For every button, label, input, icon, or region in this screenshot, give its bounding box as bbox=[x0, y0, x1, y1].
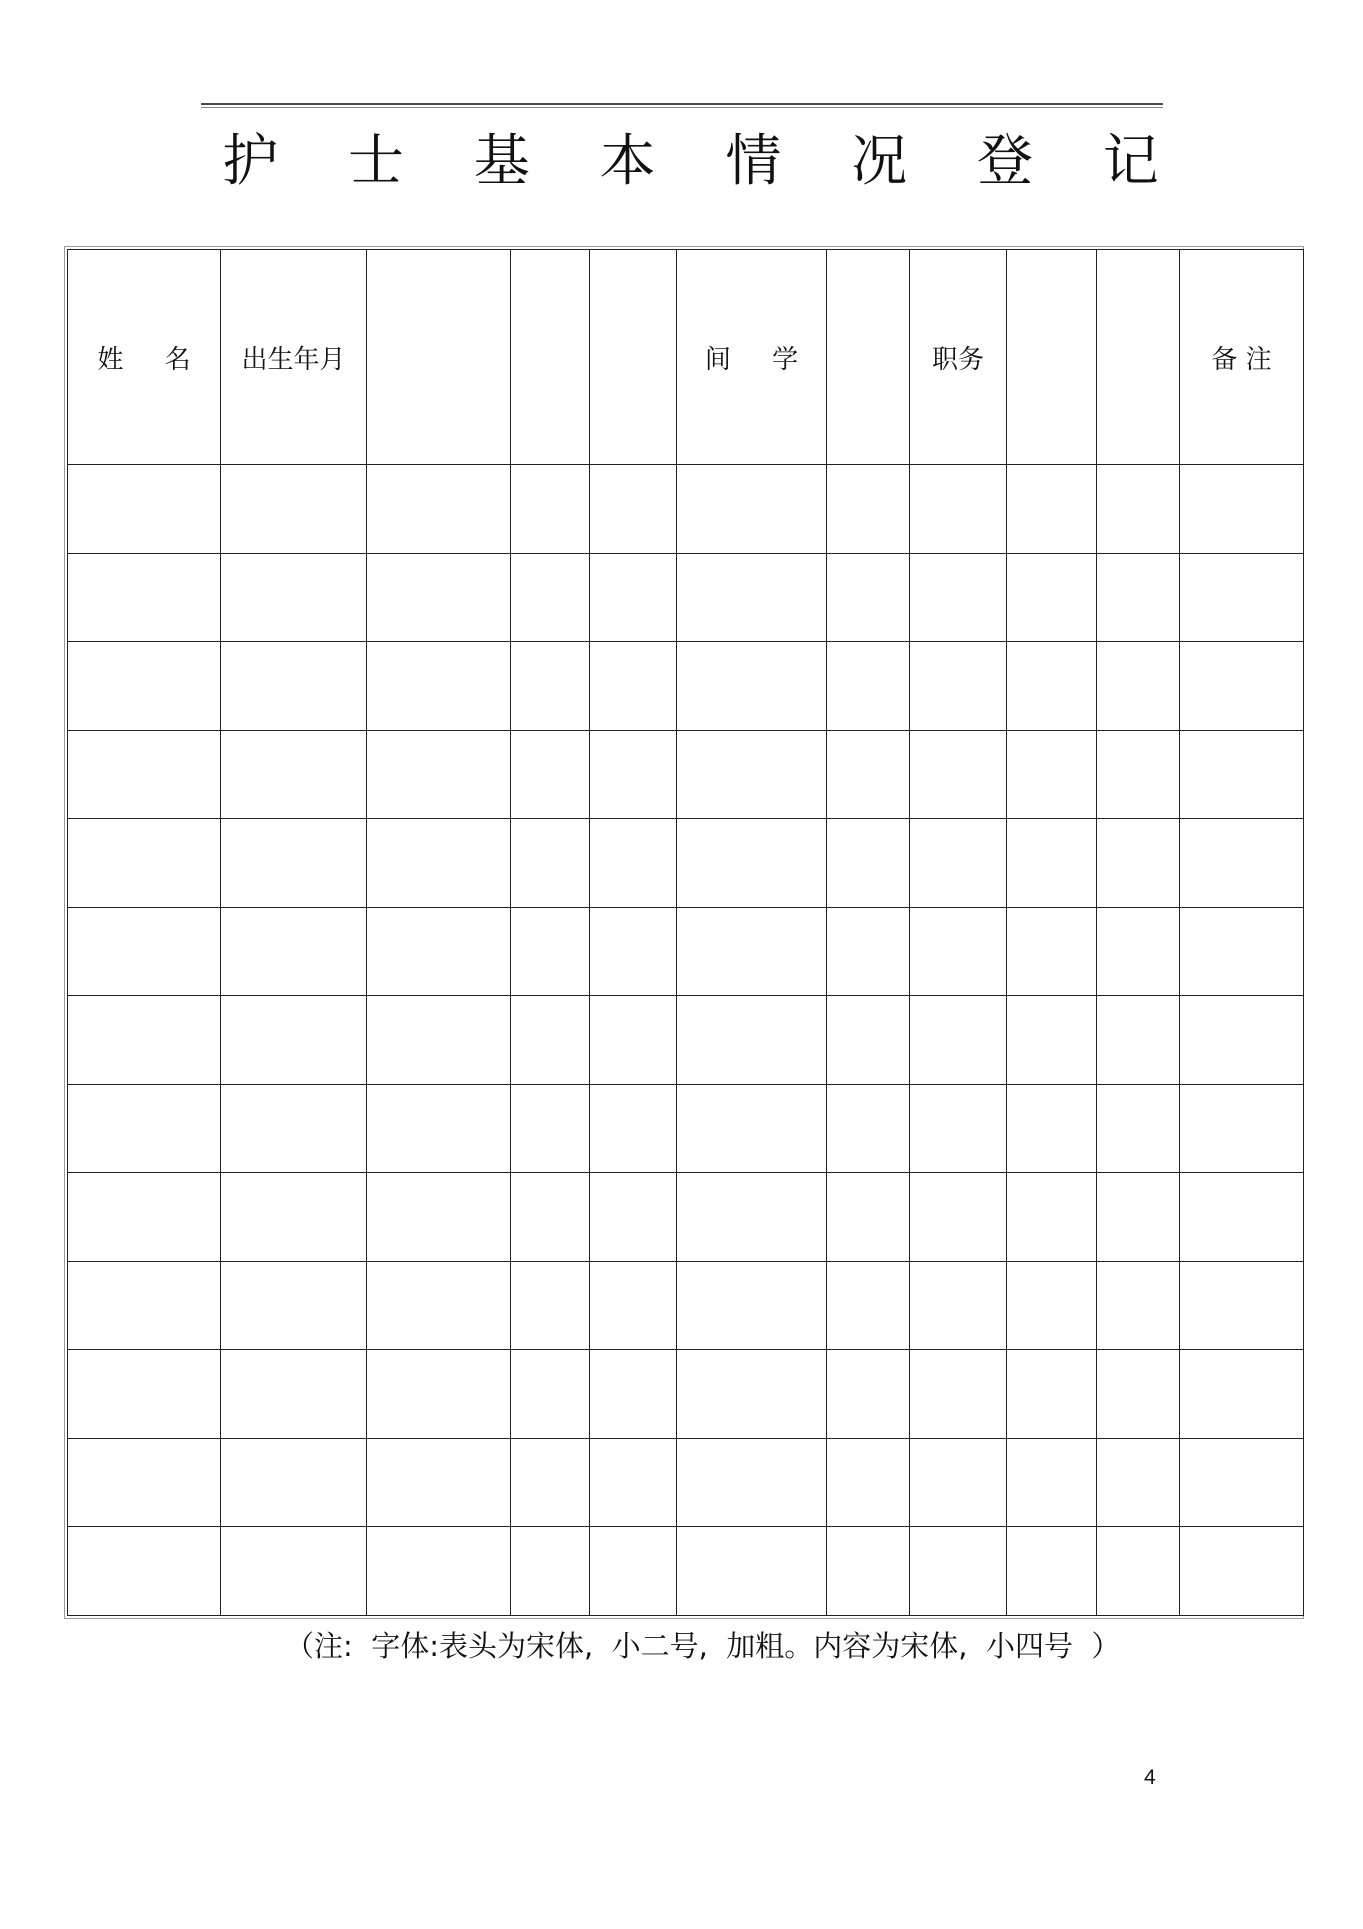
register-table-frame bbox=[64, 246, 1304, 1619]
table-cell[interactable] bbox=[511, 553, 590, 642]
table-cell[interactable] bbox=[221, 1350, 367, 1439]
table-cell[interactable] bbox=[367, 730, 511, 819]
table-cell[interactable] bbox=[677, 553, 827, 642]
table-cell[interactable] bbox=[1097, 730, 1180, 819]
table-cell[interactable] bbox=[1097, 1350, 1180, 1439]
header-cell-7 bbox=[827, 250, 910, 465]
table-cell[interactable] bbox=[910, 465, 1007, 554]
page-number: 4 bbox=[1144, 1766, 1156, 1789]
table-cell[interactable] bbox=[367, 642, 511, 731]
header-cell-birth: 出生年月 bbox=[221, 250, 367, 465]
table-cell[interactable] bbox=[677, 819, 827, 908]
table-cell[interactable] bbox=[827, 996, 910, 1085]
table-cell[interactable] bbox=[1180, 1173, 1304, 1262]
table-cell[interactable] bbox=[511, 1438, 590, 1527]
table-cell[interactable] bbox=[221, 553, 367, 642]
table-cell[interactable] bbox=[68, 1261, 221, 1350]
table-cell[interactable] bbox=[68, 819, 221, 908]
table-cell[interactable] bbox=[677, 465, 827, 554]
table-cell[interactable] bbox=[910, 730, 1007, 819]
table-cell[interactable] bbox=[511, 730, 590, 819]
table-cell[interactable] bbox=[1180, 1350, 1304, 1439]
table-cell[interactable] bbox=[68, 1438, 221, 1527]
table-cell[interactable] bbox=[827, 1438, 910, 1527]
table-cell[interactable] bbox=[590, 642, 677, 731]
table-cell[interactable] bbox=[1180, 465, 1304, 554]
table-cell[interactable] bbox=[827, 465, 910, 554]
table-cell[interactable] bbox=[1097, 553, 1180, 642]
table-cell[interactable] bbox=[511, 465, 590, 554]
table-cell[interactable] bbox=[827, 553, 910, 642]
table-cell[interactable] bbox=[511, 1350, 590, 1439]
table-cell[interactable] bbox=[221, 819, 367, 908]
table-cell[interactable] bbox=[511, 1527, 590, 1616]
page-title: 护 士 基 本 情 况 登 记 bbox=[222, 129, 1185, 194]
table-cell[interactable] bbox=[590, 730, 677, 819]
table-cell[interactable] bbox=[221, 730, 367, 819]
header-cell-4 bbox=[511, 250, 590, 465]
table-cell[interactable] bbox=[910, 553, 1007, 642]
font-note: （注: 字体:表头为宋体, 小二号, 加粗。内容为宋体, 小四号 ） bbox=[285, 1629, 1121, 1663]
header-cell-3 bbox=[367, 250, 511, 465]
header-cell-remarks: 备 注 bbox=[1180, 250, 1304, 465]
table-cell[interactable] bbox=[1180, 996, 1304, 1085]
table-cell[interactable] bbox=[910, 1438, 1007, 1527]
table-cell[interactable] bbox=[1180, 1527, 1304, 1616]
table-cell[interactable] bbox=[1007, 1261, 1097, 1350]
table-row bbox=[68, 996, 1304, 1085]
table-cell[interactable] bbox=[677, 907, 827, 996]
table-cell[interactable] bbox=[221, 1527, 367, 1616]
table-cell[interactable] bbox=[910, 1084, 1007, 1173]
table-cell[interactable] bbox=[1097, 1261, 1180, 1350]
table-cell[interactable] bbox=[1097, 996, 1180, 1085]
table-cell[interactable] bbox=[1007, 1350, 1097, 1439]
table-cell[interactable] bbox=[367, 1527, 511, 1616]
table-cell[interactable] bbox=[68, 907, 221, 996]
table-cell[interactable] bbox=[910, 642, 1007, 731]
table-cell[interactable] bbox=[677, 1350, 827, 1439]
table-cell[interactable] bbox=[590, 1438, 677, 1527]
table-cell[interactable] bbox=[1097, 819, 1180, 908]
table-cell[interactable] bbox=[1097, 1173, 1180, 1262]
table-cell[interactable] bbox=[511, 1173, 590, 1262]
header-cell-education: 间 学 bbox=[677, 250, 827, 465]
table-cell[interactable] bbox=[677, 1438, 827, 1527]
table-cell[interactable] bbox=[367, 465, 511, 554]
table-row bbox=[68, 730, 1304, 819]
table-cell[interactable] bbox=[910, 996, 1007, 1085]
table-cell[interactable] bbox=[910, 819, 1007, 908]
table-cell[interactable] bbox=[1007, 553, 1097, 642]
table-cell[interactable] bbox=[1097, 1438, 1180, 1527]
table-cell[interactable] bbox=[910, 1261, 1007, 1350]
table-row bbox=[68, 465, 1304, 554]
table-cell[interactable] bbox=[1007, 1173, 1097, 1262]
table-row bbox=[68, 553, 1304, 642]
table-cell[interactable] bbox=[511, 1084, 590, 1173]
header-cell-5 bbox=[590, 250, 677, 465]
table-cell[interactable] bbox=[221, 996, 367, 1085]
table-cell[interactable] bbox=[511, 642, 590, 731]
table-cell[interactable] bbox=[367, 1261, 511, 1350]
table-cell[interactable] bbox=[221, 1261, 367, 1350]
table-cell[interactable] bbox=[68, 730, 221, 819]
nurse-register-table bbox=[67, 249, 1304, 1616]
table-cell[interactable] bbox=[1180, 907, 1304, 996]
table-cell[interactable] bbox=[827, 730, 910, 819]
register-body bbox=[68, 465, 1304, 1616]
table-row bbox=[68, 907, 1304, 996]
table-cell[interactable] bbox=[1007, 642, 1097, 731]
table-cell[interactable] bbox=[590, 553, 677, 642]
table-cell[interactable] bbox=[1180, 642, 1304, 731]
top-rule bbox=[201, 103, 1163, 108]
header-cell-9 bbox=[1007, 250, 1097, 465]
table-cell[interactable] bbox=[1097, 465, 1180, 554]
header-cell-10 bbox=[1097, 250, 1180, 465]
table-cell[interactable] bbox=[511, 996, 590, 1085]
table-cell[interactable] bbox=[677, 1173, 827, 1262]
table-cell[interactable] bbox=[1007, 1527, 1097, 1616]
table-cell[interactable] bbox=[1007, 819, 1097, 908]
table-cell[interactable] bbox=[367, 553, 511, 642]
table-cell[interactable] bbox=[827, 1084, 910, 1173]
table-cell[interactable] bbox=[68, 1173, 221, 1262]
table-row bbox=[68, 642, 1304, 731]
table-cell[interactable] bbox=[590, 465, 677, 554]
table-cell[interactable] bbox=[910, 1350, 1007, 1439]
table-row bbox=[68, 1084, 1304, 1173]
table-cell[interactable] bbox=[910, 1173, 1007, 1262]
table-cell[interactable] bbox=[827, 642, 910, 731]
table-cell[interactable] bbox=[68, 642, 221, 731]
table-cell[interactable] bbox=[1180, 1261, 1304, 1350]
table-cell[interactable] bbox=[367, 1084, 511, 1173]
table-cell[interactable] bbox=[367, 1350, 511, 1439]
table-cell[interactable] bbox=[590, 996, 677, 1085]
table-cell[interactable] bbox=[590, 1173, 677, 1262]
table-cell[interactable] bbox=[1180, 1084, 1304, 1173]
table-cell[interactable] bbox=[827, 1261, 910, 1350]
header-cell-name: 姓 名 bbox=[68, 250, 221, 465]
table-cell[interactable] bbox=[1180, 1438, 1304, 1527]
table-row bbox=[68, 1261, 1304, 1350]
table-cell[interactable] bbox=[590, 1350, 677, 1439]
table-cell[interactable] bbox=[221, 1438, 367, 1527]
table-cell[interactable] bbox=[221, 1084, 367, 1173]
table-cell[interactable] bbox=[511, 819, 590, 908]
table-cell[interactable] bbox=[677, 730, 827, 819]
table-cell[interactable] bbox=[590, 1527, 677, 1616]
table-cell[interactable] bbox=[68, 1350, 221, 1439]
table-cell[interactable] bbox=[590, 907, 677, 996]
table-cell[interactable] bbox=[827, 1527, 910, 1616]
table-cell[interactable] bbox=[827, 907, 910, 996]
table-cell[interactable] bbox=[367, 1438, 511, 1527]
table-cell[interactable] bbox=[367, 907, 511, 996]
table-cell[interactable] bbox=[68, 1527, 221, 1616]
table-cell[interactable] bbox=[221, 465, 367, 554]
table-cell[interactable] bbox=[221, 1173, 367, 1262]
table-cell[interactable] bbox=[1007, 1438, 1097, 1527]
table-cell[interactable] bbox=[68, 553, 221, 642]
table-cell[interactable] bbox=[1097, 907, 1180, 996]
table-cell[interactable] bbox=[677, 1261, 827, 1350]
table-cell[interactable] bbox=[1007, 730, 1097, 819]
header-cell-position: 职务 bbox=[910, 250, 1007, 465]
table-row bbox=[68, 1527, 1304, 1616]
table-row bbox=[68, 1438, 1304, 1527]
table-cell[interactable] bbox=[1007, 996, 1097, 1085]
table-cell[interactable] bbox=[677, 996, 827, 1085]
table-cell[interactable] bbox=[1180, 553, 1304, 642]
table-cell[interactable] bbox=[221, 907, 367, 996]
table-cell[interactable] bbox=[221, 642, 367, 731]
table-cell[interactable] bbox=[511, 907, 590, 996]
header-row bbox=[68, 250, 1304, 465]
table-cell[interactable] bbox=[1180, 819, 1304, 908]
table-cell[interactable] bbox=[1097, 1084, 1180, 1173]
table-cell[interactable] bbox=[511, 1261, 590, 1350]
table-cell[interactable] bbox=[1007, 907, 1097, 996]
table-cell[interactable] bbox=[677, 1084, 827, 1173]
table-cell[interactable] bbox=[910, 1527, 1007, 1616]
table-cell[interactable] bbox=[68, 996, 221, 1085]
table-cell[interactable] bbox=[827, 1173, 910, 1262]
table-cell[interactable] bbox=[827, 1350, 910, 1439]
table-cell[interactable] bbox=[367, 1173, 511, 1262]
table-cell[interactable] bbox=[1180, 730, 1304, 819]
table-cell[interactable] bbox=[367, 996, 511, 1085]
table-cell[interactable] bbox=[68, 465, 221, 554]
table-row bbox=[68, 819, 1304, 908]
table-row bbox=[68, 1350, 1304, 1439]
table-cell[interactable] bbox=[68, 1084, 221, 1173]
table-cell[interactable] bbox=[590, 819, 677, 908]
table-row bbox=[68, 1173, 1304, 1262]
table-cell[interactable] bbox=[827, 819, 910, 908]
table-cell[interactable] bbox=[910, 907, 1007, 996]
table-cell[interactable] bbox=[1097, 642, 1180, 731]
table-cell[interactable] bbox=[677, 642, 827, 731]
table-cell[interactable] bbox=[590, 1084, 677, 1173]
table-cell[interactable] bbox=[1007, 465, 1097, 554]
table-cell[interactable] bbox=[367, 819, 511, 908]
table-cell[interactable] bbox=[1097, 1527, 1180, 1616]
table-cell[interactable] bbox=[1007, 1084, 1097, 1173]
table-cell[interactable] bbox=[677, 1527, 827, 1616]
table-cell[interactable] bbox=[590, 1261, 677, 1350]
